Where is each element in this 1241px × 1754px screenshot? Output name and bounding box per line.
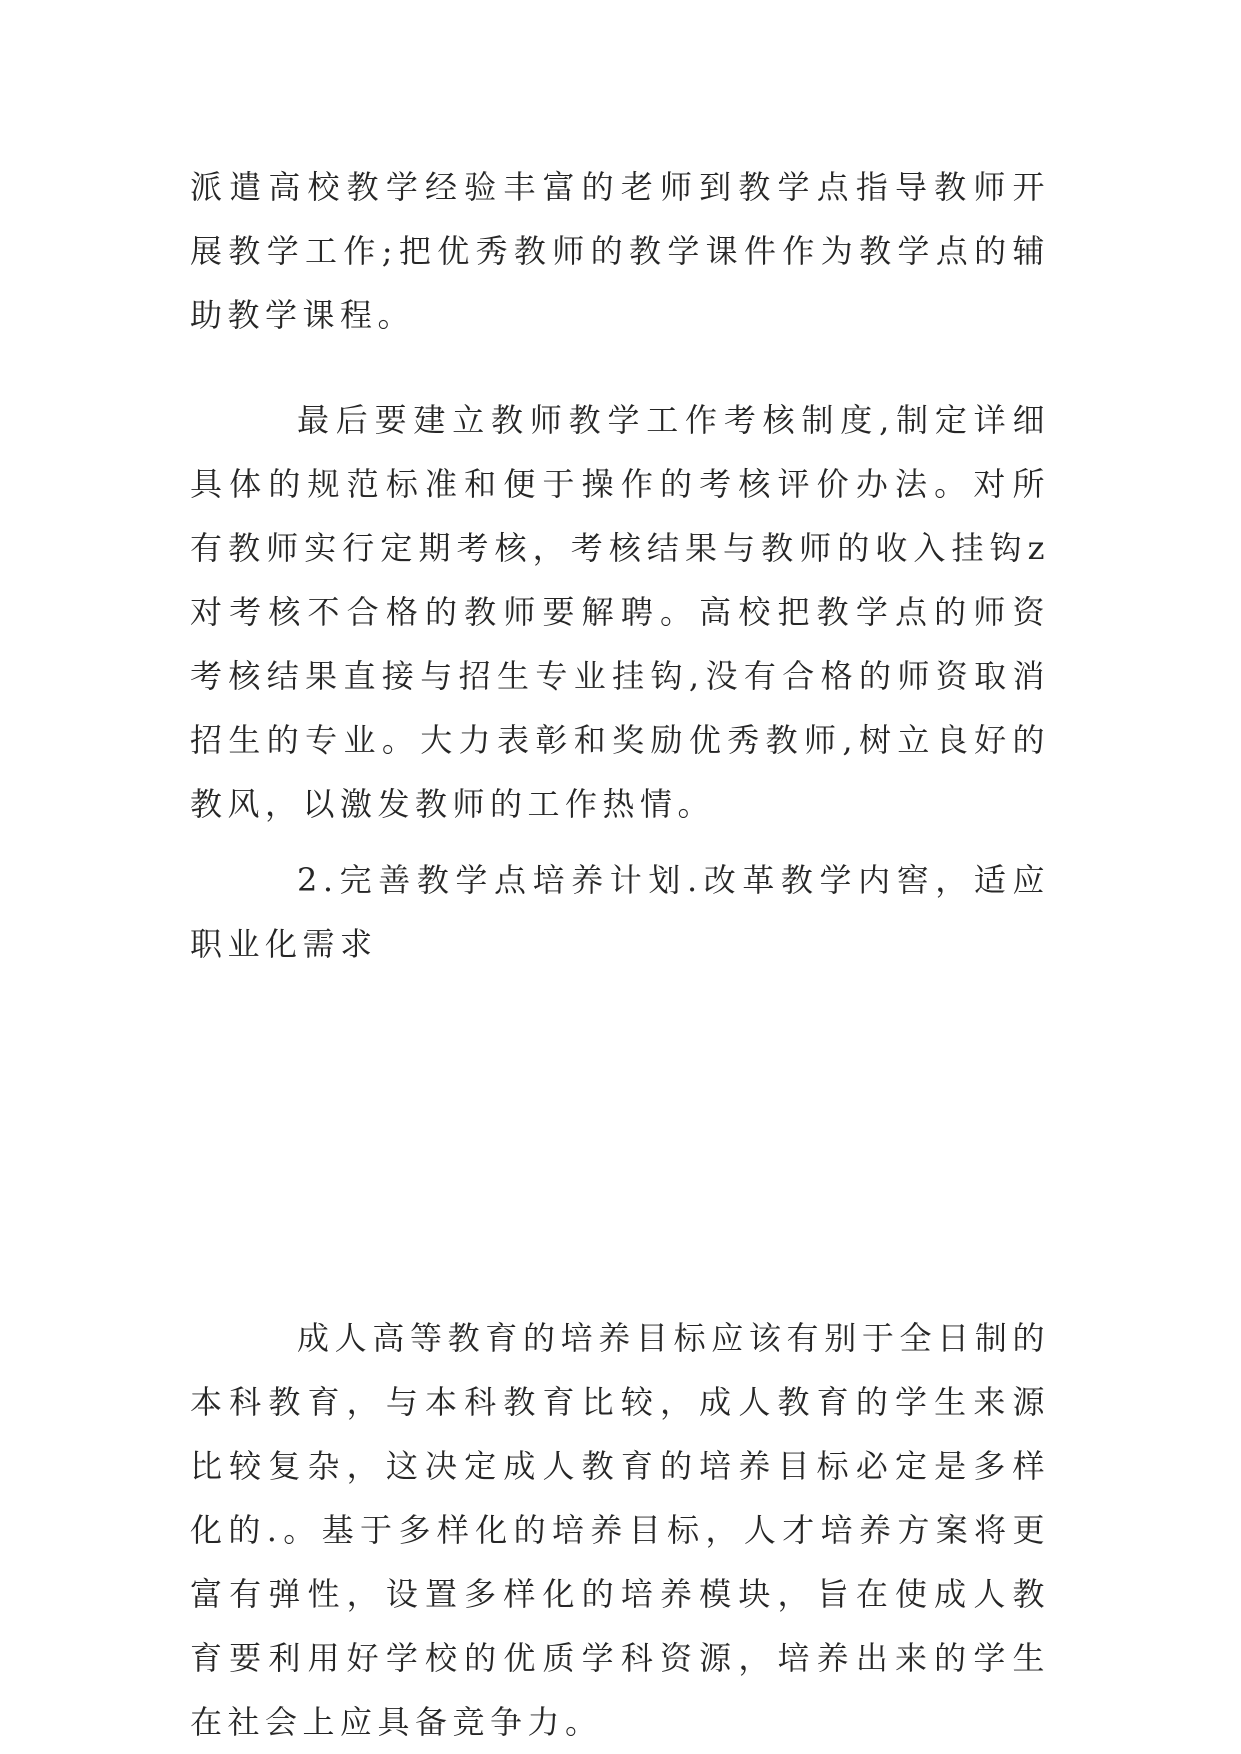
- paragraph-assessment-system: 最后要建立教师教学工作考核制度,制定详细具体的规范标准和便于操作的考核评价办法。对所有教师实行定期考核，考核结果与教师的收入挂钩z对考核不合格的教师要解聘。高校把教学点的师资考核结果直接与招生专业挂钩,没有合格的师资取消招生的专业。大力表彰和奖励优秀教师,树立良好的教风，以激发教师的工作热情。: [190, 401, 1050, 823]
- paragraph-training-goals: 成人高等教育的培养目标应该有别于全日制的本科教育，与本科教育比较，成人教育的学生来源比较复杂，这决定成人教育的培养目标必定是多样化的.。基于多样化的培养目标，人才培养方案将更富有弹性，设置多样化的培养模块，旨在使成人教育要利用好学校的优质学科资源，培养出来的学生在社会上应具备竞争力。: [190, 1319, 1050, 1741]
- paragraph-teacher-guidance: 派遣高校教学经验丰富的老师到教学点指导教师开展教学工作;把优秀教师的教学课件作为教学点的辅助教学课程。: [190, 168, 1050, 334]
- section-heading-training-plan: 2.完善教学点培养计划.改革教学内窖，适应职业化需求: [190, 861, 1050, 963]
